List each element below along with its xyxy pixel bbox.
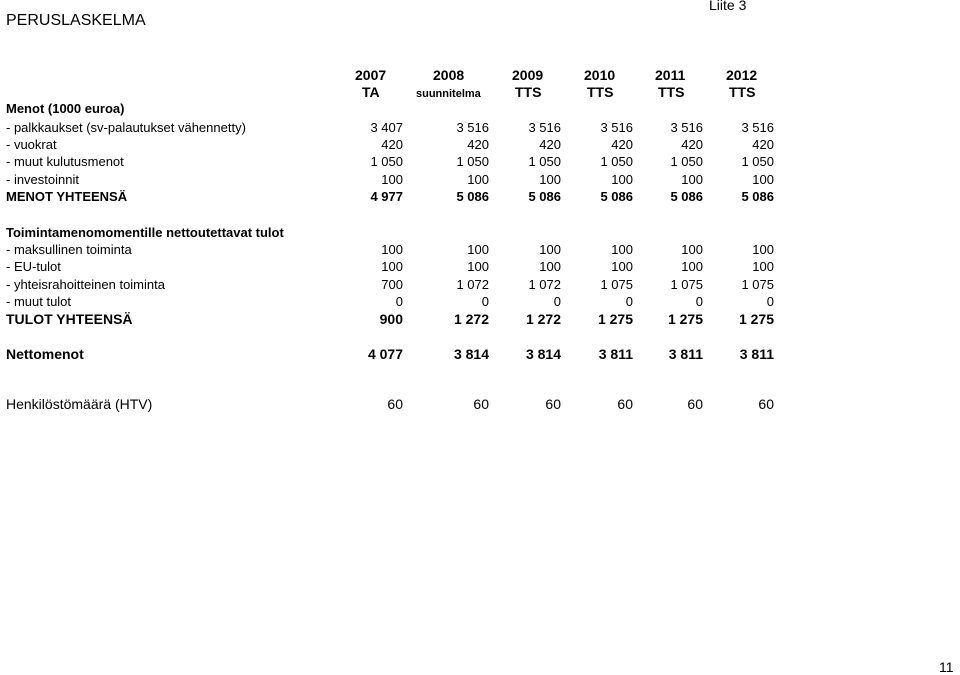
cell-value: 420: [381, 137, 403, 152]
cell-value: 1 275: [738, 311, 774, 327]
cell-value: 1 072: [456, 277, 489, 292]
cell-value: 4 977: [370, 189, 403, 204]
cell-value: 0: [766, 294, 774, 309]
cell-value: 1 050: [741, 154, 774, 169]
cell-value: 100: [539, 242, 561, 257]
column-subtitle: suunnitelma: [416, 88, 481, 100]
column-subtitle: TTS: [729, 84, 756, 100]
cell-value: 900: [379, 311, 403, 327]
cell-value: 3 407: [370, 120, 403, 135]
table-row: [0, 294, 960, 312]
row-label: MENOT YHTEENSÄ: [6, 189, 128, 204]
table-row: [0, 154, 960, 172]
cell-value: 60: [387, 396, 403, 412]
cell-value: 420: [467, 137, 489, 152]
column-subtitle: TTS: [658, 84, 685, 100]
table-row: [0, 277, 960, 295]
cell-value: 1 275: [597, 311, 633, 327]
cell-value: 3 814: [453, 346, 489, 362]
cell-value: 100: [381, 242, 403, 257]
column-year: 2011: [655, 67, 686, 83]
net-expenses-row: [0, 346, 960, 364]
cell-value: 100: [681, 242, 703, 257]
section-heading-tulot: Toimintamenomomentille nettoutettavat tulot: [6, 225, 284, 240]
cell-value: 420: [539, 137, 561, 152]
cell-value: 420: [681, 137, 703, 152]
table-row: [0, 259, 960, 277]
cell-value: 60: [473, 396, 489, 412]
table-row: [0, 242, 960, 260]
cell-value: 1 050: [456, 154, 489, 169]
total-row: [0, 189, 960, 207]
column-subtitle: TTS: [587, 84, 614, 100]
cell-value: 100: [752, 172, 774, 187]
cell-value: 0: [553, 294, 561, 309]
column-year: 2007: [355, 67, 387, 83]
cell-value: 5 086: [456, 189, 489, 204]
cell-value: 60: [545, 396, 561, 412]
cell-value: 3 516: [600, 120, 633, 135]
cell-value: 700: [381, 277, 403, 292]
column-year: 2012: [726, 67, 758, 83]
row-label: - maksullinen toiminta: [6, 242, 132, 257]
row-label: Nettomenot: [6, 346, 84, 362]
row-label: - muut tulot: [6, 294, 72, 309]
row-label: - EU-tulot: [6, 259, 61, 274]
column-year: 2008: [433, 67, 465, 83]
cell-value: 100: [611, 242, 633, 257]
column-subtitle: TTS: [515, 84, 542, 100]
cell-value: 100: [539, 259, 561, 274]
cell-value: 1 075: [741, 277, 774, 292]
cell-value: 100: [467, 172, 489, 187]
page-number: 11: [939, 659, 954, 675]
cell-value: 3 811: [739, 346, 774, 362]
cell-value: 0: [625, 294, 633, 309]
cell-value: 3 811: [668, 346, 703, 362]
cell-value: 1 075: [670, 277, 703, 292]
cell-value: 5 086: [600, 189, 633, 204]
column-subtitle: TA: [362, 84, 380, 100]
cell-value: 3 516: [528, 120, 561, 135]
headcount-row: [0, 396, 960, 414]
cell-value: 420: [752, 137, 774, 152]
table-row: [0, 137, 960, 155]
cell-value: 3 516: [670, 120, 703, 135]
row-label: - muut kulutusmenot: [6, 154, 124, 169]
table-row: [0, 172, 960, 190]
section-heading-menot: Menot (1000 euroa): [6, 101, 125, 116]
cell-value: 100: [681, 259, 703, 274]
cell-value: 0: [481, 294, 489, 309]
cell-value: 1 050: [370, 154, 403, 169]
row-label: TULOT YHTEENSÄ: [6, 311, 133, 327]
cell-value: 1 075: [600, 277, 633, 292]
cell-value: 3 811: [598, 346, 633, 362]
cell-value: 420: [611, 137, 633, 152]
cell-value: 1 275: [667, 311, 703, 327]
cell-value: 4 077: [367, 346, 403, 362]
cell-value: 60: [758, 396, 774, 412]
row-label: Henkilöstömäärä (HTV): [6, 396, 153, 412]
cell-value: 60: [617, 396, 633, 412]
cell-value: 100: [681, 172, 703, 187]
cell-value: 100: [539, 172, 561, 187]
cell-value: 100: [467, 242, 489, 257]
cell-value: 5 086: [741, 189, 774, 204]
cell-value: 3 814: [525, 346, 561, 362]
cell-value: 100: [752, 242, 774, 257]
cell-value: 1 050: [670, 154, 703, 169]
cell-value: 5 086: [528, 189, 561, 204]
cell-value: 0: [395, 294, 403, 309]
cell-value: 0: [695, 294, 703, 309]
row-label: - vuokrat: [6, 137, 57, 152]
row-label: - palkkaukset (sv-palautukset vähennetty): [6, 120, 246, 135]
table-row: [0, 120, 960, 138]
cell-value: 3 516: [456, 120, 489, 135]
cell-value: 1 272: [525, 311, 561, 327]
cell-value: 60: [687, 396, 703, 412]
cell-value: 1 050: [600, 154, 633, 169]
page-title: PERUSLASKELMA: [6, 12, 146, 29]
cell-value: 1 072: [528, 277, 561, 292]
column-year: 2010: [584, 67, 616, 83]
row-label: - investoinnit: [6, 172, 79, 187]
cell-value: 100: [381, 172, 403, 187]
attachment-label: Liite 3: [709, 0, 747, 13]
cell-value: 100: [381, 259, 403, 274]
row-label: - yhteisrahoitteinen toiminta: [6, 277, 165, 292]
column-year: 2009: [512, 67, 544, 83]
cell-value: 100: [752, 259, 774, 274]
cell-value: 100: [611, 172, 633, 187]
cell-value: 3 516: [741, 120, 774, 135]
cell-value: 1 050: [528, 154, 561, 169]
cell-value: 100: [611, 259, 633, 274]
cell-value: 100: [467, 259, 489, 274]
cell-value: 5 086: [670, 189, 703, 204]
cell-value: 1 272: [453, 311, 489, 327]
total-row: [0, 311, 960, 329]
